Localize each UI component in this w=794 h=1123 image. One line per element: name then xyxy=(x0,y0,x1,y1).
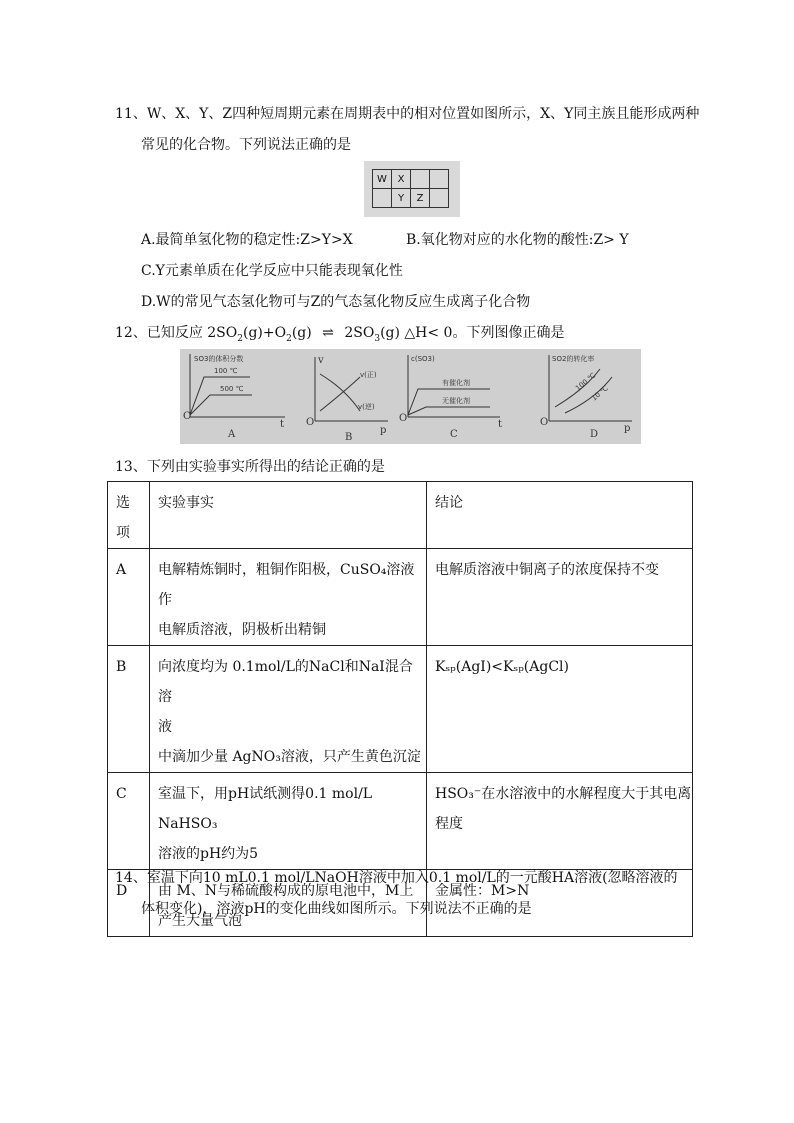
cell-y: Y xyxy=(392,189,411,208)
graph-a-ylabel: SO3的体积分数 xyxy=(194,355,244,363)
periodic-table-figure xyxy=(364,161,460,217)
row-option: A xyxy=(108,549,150,646)
q12-text: (g)+O xyxy=(242,325,287,341)
row-option: D xyxy=(108,870,150,937)
row-fact xyxy=(150,549,427,646)
conclusion-line: 程度 xyxy=(435,816,463,832)
conclusion-line: HSO₃⁻在水溶液中的水解程度大于其电离 xyxy=(435,786,692,802)
graph-d-origin: O xyxy=(540,417,549,428)
graph-c-curve1: 有催化剂 xyxy=(442,379,470,387)
graph-a-origin: O xyxy=(183,411,192,422)
conclusion-line: Kₛₚ(AgI)<Kₛₚ(AgCl) xyxy=(435,659,569,675)
graph-c-ylabel: c(SO3) xyxy=(411,355,435,363)
header-option-line2: 项 xyxy=(116,525,130,541)
cell-empty xyxy=(430,170,449,189)
graph-d-ylabel: SO2的转化率 xyxy=(552,355,595,363)
graph-a-curve1: 100 ℃ xyxy=(214,367,238,375)
cell-empty xyxy=(411,170,430,189)
graph-c-origin: O xyxy=(399,413,408,424)
row-fact xyxy=(150,646,427,773)
header-option-line1: 选 xyxy=(116,495,130,511)
graph-d-xlabel: p xyxy=(624,423,631,434)
graph-b-letter: B xyxy=(345,432,353,443)
fact-line: 室温下，用pH试纸测得0.1 mol/L xyxy=(158,786,373,802)
graph-d xyxy=(540,354,632,440)
graph-c-letter: C xyxy=(450,429,458,440)
q12-line: 12、已知反应 $2SO_2(g)+O_2(g)$ ⇌ $2SO_3(g)$ △H< 0。下列图像正确是 xyxy=(115,325,565,344)
table-header-row xyxy=(108,482,693,549)
fact-line: 电解精炼铜时，粗铜作阳极，CuSO₄溶液作 xyxy=(158,562,415,608)
table-row xyxy=(108,646,693,773)
cell-z: Z xyxy=(411,189,430,208)
q11-line2: 常见的化合物。下列说法正确的是 xyxy=(141,137,351,153)
row-conclusion xyxy=(427,549,693,646)
graph-b xyxy=(306,355,388,443)
graph-d-curve2: 10 ℃ xyxy=(590,384,610,403)
row-option: C xyxy=(108,773,150,870)
graph-d-letter: D xyxy=(590,429,599,440)
fact-line: 向浓度均为 0.1mol/L的NaCl和NaI混合溶 xyxy=(158,659,413,705)
q12-graphs-figure xyxy=(180,349,641,444)
q11-option-b: B.氧化物对应的水化物的酸性:Z> Y xyxy=(406,232,629,248)
equilibrium-arrow: ⇌ xyxy=(322,325,334,341)
q12-prefix: 12、已知反应 2SO xyxy=(115,325,238,341)
conclusion-line: 电解质溶液中铜离子的浓度保持不变 xyxy=(435,562,659,578)
header-option xyxy=(108,482,150,549)
fact-line: 由 M、N与稀硫酸构成的原电池中，M上 xyxy=(158,883,414,899)
fact-line: 产生大量气泡 xyxy=(158,913,242,929)
cell-w: W xyxy=(373,170,392,189)
table-row xyxy=(108,773,693,870)
graph-a-xlabel: t xyxy=(280,419,285,430)
cell-x: X xyxy=(392,170,411,189)
q14-line2: 体积变化)，溶液pH的变化曲线如图所示。下列说法不正确的是 xyxy=(141,901,532,917)
q11-option-a: A.最简单氢化物的稳定性:Z>Y>X xyxy=(141,232,353,248)
graph-d-curve1: 100 ℃ xyxy=(574,371,598,393)
graph-a xyxy=(183,354,285,440)
graph-c xyxy=(399,355,502,440)
q11-option-c: C.Y元素单质在化学反应中只能表现氧化性 xyxy=(141,263,403,279)
header-conclusion: 结论 xyxy=(427,482,693,549)
graph-b-curve1: v(正) xyxy=(360,371,377,379)
fact-line: 中滴加少量 AgNO₃溶液，只产生黄色沉淀 xyxy=(158,749,421,765)
q12-product: 2SO xyxy=(344,325,375,341)
row-fact xyxy=(150,773,427,870)
q12-text: (g) xyxy=(291,325,312,341)
q14-line1: 14、室温下向10 mL0.1 mol/LNaOH溶液中加入0.1 mol/L的一元酸HA溶液(忽略溶液的 xyxy=(115,870,678,886)
fact-line: NaHSO₃ xyxy=(158,816,218,832)
fact-line: 液 xyxy=(158,719,172,735)
row-conclusion xyxy=(427,646,693,773)
graph-a-letter: A xyxy=(228,429,236,440)
q11-option-d: D.W的常见气态氢化物可与Z的气态氢化物反应生成离子化合物 xyxy=(141,294,531,310)
q13-title: 13、下列由实验事实所得出的结论正确的是 xyxy=(115,459,385,475)
graph-b-curve2: v(逆) xyxy=(358,403,375,411)
q12-tail: (g) △H< 0。下列图像正确是 xyxy=(380,325,565,341)
graph-b-ylabel: v xyxy=(318,355,324,366)
cell-empty xyxy=(373,189,392,208)
fact-line: 电解质溶液，阴极析出精铜 xyxy=(158,622,326,638)
row-option: B xyxy=(108,646,150,773)
conclusion-line: 金属性：M>N xyxy=(435,883,530,899)
header-fact: 实验事实 xyxy=(150,482,427,549)
graph-b-xlabel: p xyxy=(380,425,387,436)
graph-c-xlabel: t xyxy=(498,419,503,430)
table-row xyxy=(108,549,693,646)
cell-empty xyxy=(430,189,449,208)
graph-a-curve2: 500 ℃ xyxy=(220,385,244,393)
graph-c-curve2: 无催化剂 xyxy=(442,397,470,405)
row-conclusion xyxy=(427,773,693,870)
graph-b-origin: O xyxy=(306,417,315,428)
q11-line1: 11、W、X、Y、Z四种短周期元素在周期表中的相对位置如图所示，X、Y同主族且能形成两种 xyxy=(115,106,700,122)
fact-line: 溶液的pH约为5 xyxy=(158,846,259,862)
